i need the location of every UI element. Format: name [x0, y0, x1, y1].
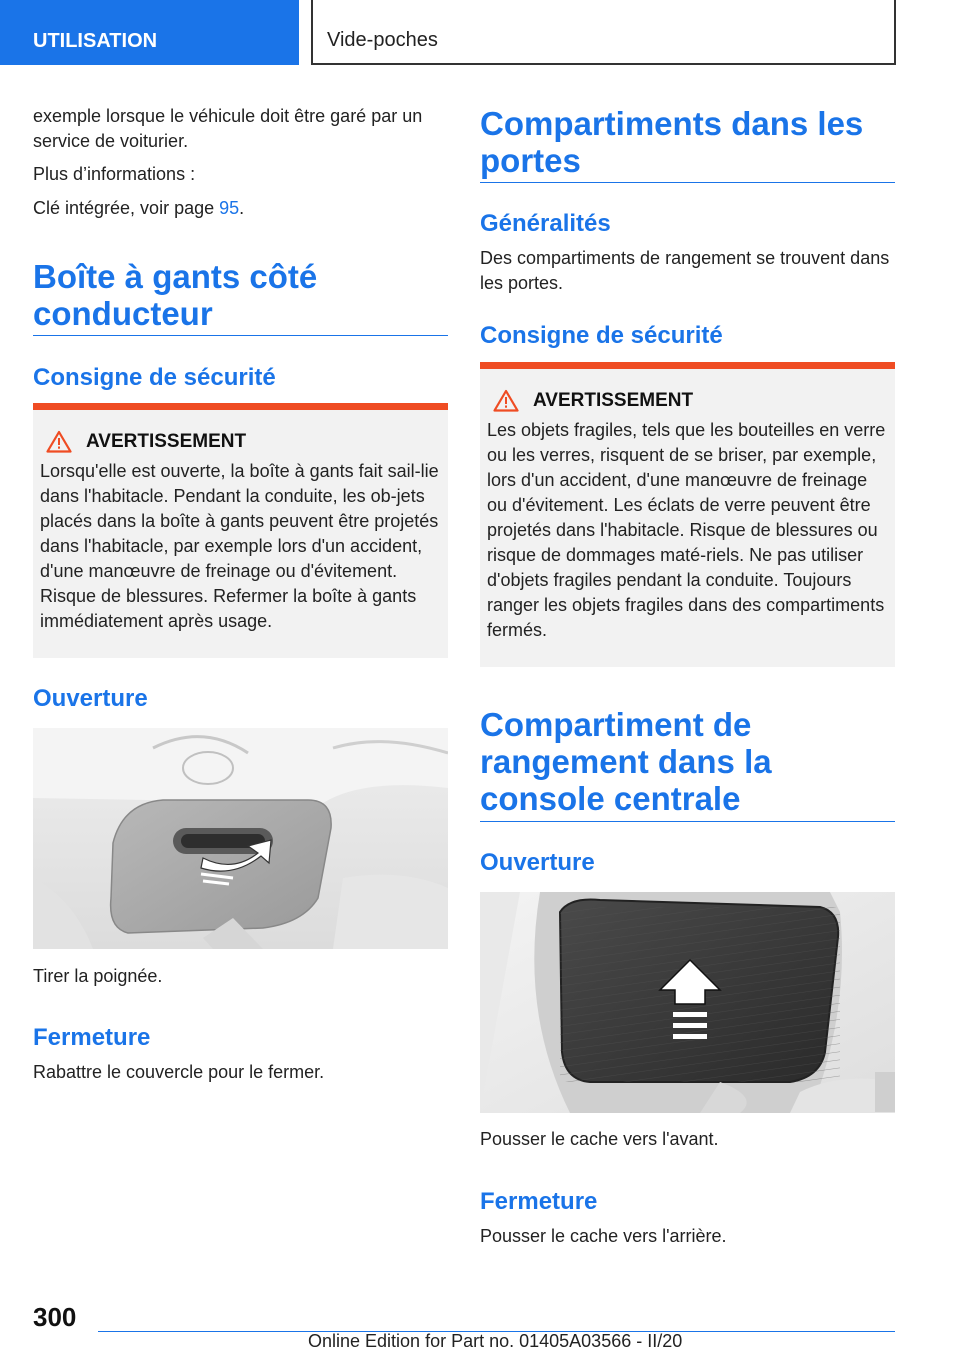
left-opening-title: Ouverture — [33, 685, 148, 712]
door-compartments-title: Compartiments dans les portes — [480, 105, 864, 179]
warning-text: Lorsqu'elle est ouverte, la boîte à gants fait sail-lie dans l'habitacle. Pendant la conduite, les ob-jets placés dans la boîte à gants peuvent être projetés dans l'habitacle, par exemple lors d'un accident, d'une manœuvre de freinage ou d'évitement. Risque de blessures. Refermer la boîte à gants immédiatement après usage. — [40, 461, 439, 631]
console-section-rule — [480, 821, 895, 822]
left-closing-title: Fermeture — [33, 1024, 151, 1051]
section-rule — [33, 335, 448, 336]
warning-triangle-icon — [46, 430, 72, 453]
console-compartment-title: Compartiment de rangement dans la console centrale — [480, 706, 772, 817]
warning-label: AVERTISSEMENT — [533, 389, 694, 411]
page-link-95[interactable]: 95 — [219, 198, 240, 218]
right-opening-caption: Pousser le cache vers l'avant. — [480, 1129, 719, 1149]
door-section-rule — [480, 182, 895, 183]
right-closing-title: Fermeture — [480, 1188, 598, 1215]
glovebox-illustration — [33, 728, 448, 949]
chapter-title: Vide-poches — [311, 0, 896, 65]
reference-text: Clé intégrée, voir page — [33, 198, 220, 218]
reference-end: . — [239, 198, 245, 218]
warning-header — [487, 389, 887, 412]
glovebox-handle-photo — [33, 728, 448, 949]
general-text: Des compartiments de rangement se trouvent dans les portes. — [480, 248, 890, 293]
right-closing-text: Pousser le cache vers l'arrière. — [480, 1226, 727, 1246]
left-opening-caption: Tirer la poignée. — [33, 966, 163, 986]
page-number: 300 — [33, 1302, 77, 1332]
left-warning-box — [33, 403, 448, 658]
footer-edition: Online Edition for Part no. 01405A03566 - II/20 — [308, 1331, 683, 1351]
left-closing-text: Rabattre le couvercle pour le fermer. — [33, 1062, 325, 1082]
console-illustration — [480, 892, 895, 1113]
right-safety-title: Consigne de sécurité — [480, 322, 723, 349]
console-cover-photo — [480, 892, 895, 1113]
warning-label: AVERTISSEMENT — [86, 430, 247, 452]
warning-header — [40, 430, 440, 453]
more-info-label: Plus d’informations : — [33, 164, 196, 184]
left-safety-title: Consigne de sécurité — [33, 364, 276, 391]
right-opening-title: Ouverture — [480, 849, 595, 876]
glovebox-section-title: Boîte à gants côté conducteur — [33, 258, 318, 332]
intro-paragraph: exemple lorsque le véhicule doit être garé par un service de voiturier. — [33, 106, 423, 151]
reference-line — [33, 196, 244, 221]
warning-triangle-icon — [493, 389, 519, 412]
warning-text: Les objets fragiles, tels que les bouteilles en verre ou les verres, risquent de se briser, par exemple, lors d'un accident, d'une manœuvre de freinage ou d'évitement. Les éclats de verre peuvent être projetés dans l'habitacle. Risque de blessures ou risque de dommages maté-riels. Ne pas utiliser d'objets fragiles pendant la conduite. Toujours ranger les objets fragiles dans des compartiments fermés. — [487, 420, 886, 640]
section-tab: UTILISATION — [0, 0, 299, 65]
right-warning-box — [480, 362, 895, 667]
general-title: Généralités — [480, 210, 611, 237]
